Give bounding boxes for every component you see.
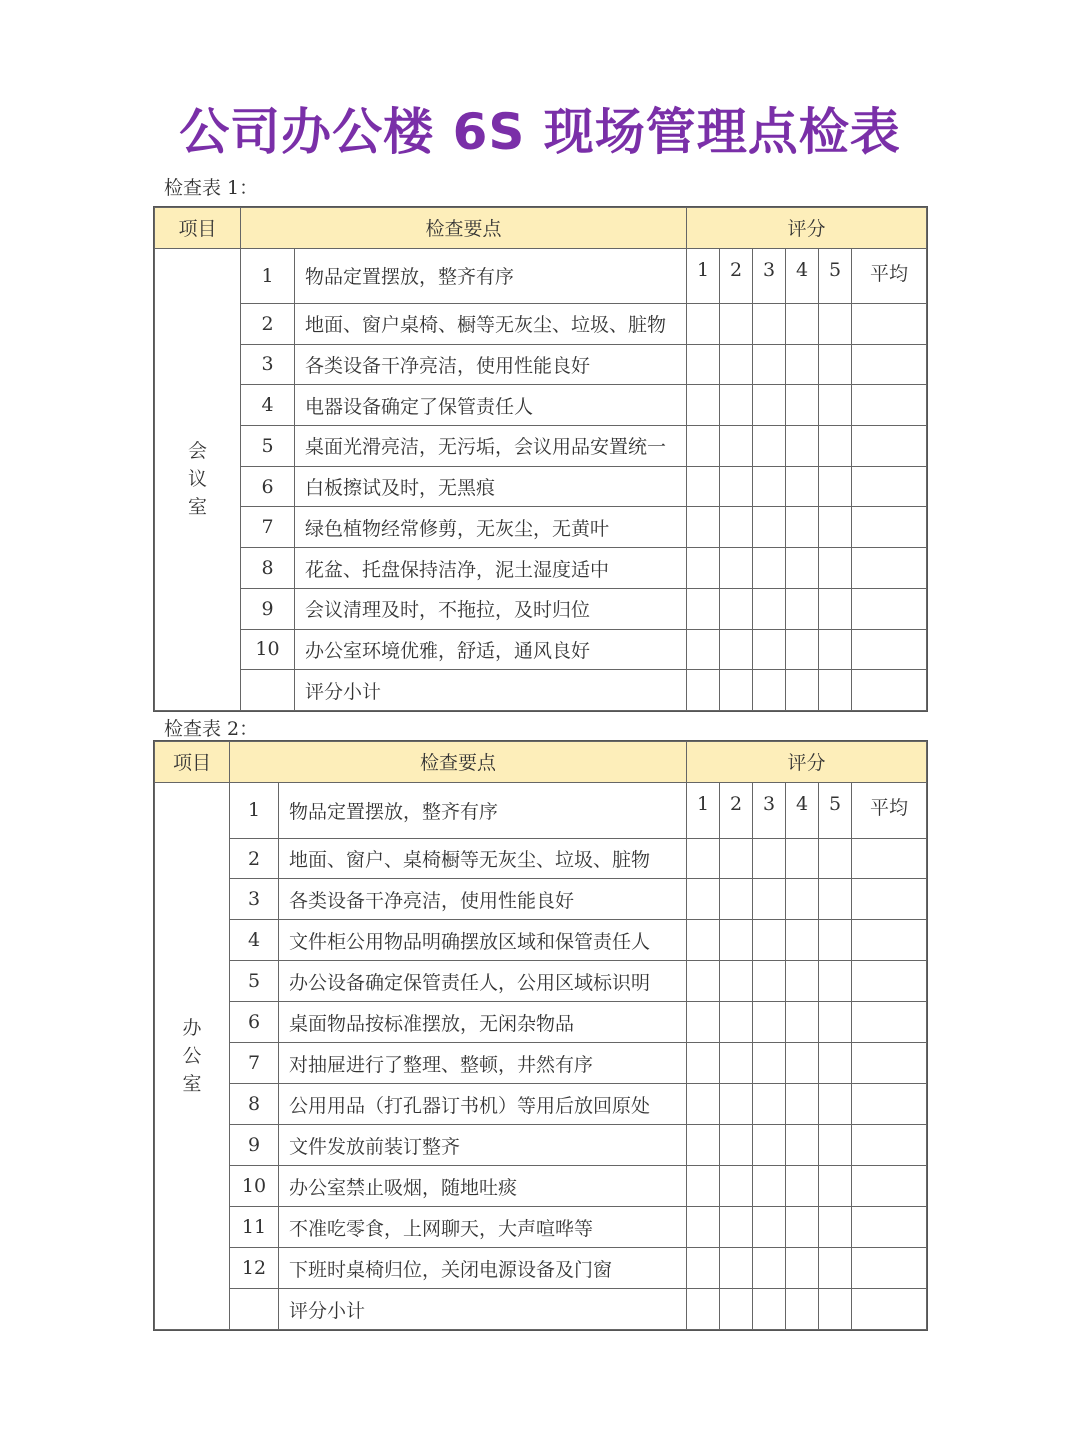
row-number: 10 bbox=[230, 1166, 279, 1207]
score-cell[interactable] bbox=[786, 1043, 819, 1084]
score-cell[interactable] bbox=[786, 344, 819, 385]
score-cell[interactable] bbox=[819, 303, 852, 344]
check-point-text: 电器设备确定了保管责任人 bbox=[295, 385, 687, 426]
score-cell[interactable] bbox=[852, 344, 927, 385]
score-col-label: 2 bbox=[720, 248, 753, 303]
score-col-label: 3 bbox=[753, 782, 786, 838]
score-cell[interactable] bbox=[720, 507, 753, 548]
table-row bbox=[155, 1002, 927, 1043]
score-cell[interactable] bbox=[720, 1125, 753, 1166]
score-cell[interactable] bbox=[786, 1002, 819, 1043]
score-cell[interactable] bbox=[819, 548, 852, 589]
row-number: 6 bbox=[230, 1002, 279, 1043]
score-cell[interactable] bbox=[753, 1248, 786, 1289]
score-cell[interactable] bbox=[786, 1084, 819, 1125]
score-cell[interactable] bbox=[753, 1084, 786, 1125]
score-cell[interactable] bbox=[819, 629, 852, 670]
check-point-text: 地面、窗户桌椅、橱等无灰尘、垃圾、脏物 bbox=[295, 303, 687, 344]
score-cell[interactable] bbox=[852, 1289, 927, 1330]
score-cell[interactable] bbox=[852, 385, 927, 426]
score-cell[interactable] bbox=[852, 1207, 927, 1248]
header-row bbox=[155, 208, 927, 249]
score-cell[interactable] bbox=[819, 466, 852, 507]
score-cell[interactable] bbox=[819, 1207, 852, 1248]
score-cell[interactable] bbox=[720, 1002, 753, 1043]
table-row bbox=[155, 629, 927, 670]
score-cell[interactable] bbox=[852, 548, 927, 589]
score-col-label: 4 bbox=[786, 782, 819, 838]
score-cell[interactable] bbox=[819, 344, 852, 385]
check-point-text: 物品定置摆放，整齐有序 bbox=[279, 782, 687, 838]
check-point-text: 办公设备确定保管责任人，公用区域标识明 bbox=[279, 961, 687, 1002]
score-cell[interactable] bbox=[786, 920, 819, 961]
header-points: 检查要点 bbox=[241, 208, 687, 249]
score-cell[interactable] bbox=[786, 466, 819, 507]
row-number: 5 bbox=[241, 426, 295, 467]
score-cell[interactable] bbox=[687, 629, 720, 670]
score-cell[interactable] bbox=[852, 1166, 927, 1207]
score-cell[interactable] bbox=[687, 1248, 720, 1289]
score-cell[interactable] bbox=[852, 1002, 927, 1043]
table-row bbox=[155, 466, 927, 507]
score-cell[interactable] bbox=[720, 879, 753, 920]
score-col-label: 3 bbox=[753, 248, 786, 303]
score-cell[interactable] bbox=[720, 385, 753, 426]
score-cell[interactable] bbox=[753, 507, 786, 548]
check-point-text: 白板擦试及时，无黑痕 bbox=[295, 466, 687, 507]
score-cell[interactable] bbox=[753, 670, 786, 711]
score-col-label: 2 bbox=[720, 782, 753, 838]
score-cell[interactable] bbox=[687, 920, 720, 961]
score-cell[interactable] bbox=[786, 426, 819, 467]
row-number: 2 bbox=[230, 838, 279, 879]
score-cell[interactable] bbox=[720, 548, 753, 589]
score-cell[interactable] bbox=[819, 1166, 852, 1207]
check-point-text: 下班时桌椅归位，关闭电源设备及门窗 bbox=[279, 1248, 687, 1289]
score-cell[interactable] bbox=[720, 838, 753, 879]
score-cell[interactable] bbox=[687, 385, 720, 426]
score-cell[interactable] bbox=[687, 1084, 720, 1125]
table-row bbox=[155, 344, 927, 385]
score-cell[interactable] bbox=[720, 1289, 753, 1330]
area-text: 办公室 bbox=[182, 1016, 202, 1095]
table-row bbox=[155, 961, 927, 1002]
table-row bbox=[155, 248, 927, 303]
table-row bbox=[155, 426, 927, 467]
score-col-label: 1 bbox=[687, 248, 720, 303]
table-row bbox=[155, 879, 927, 920]
header-item: 项目 bbox=[155, 742, 230, 783]
score-cell[interactable] bbox=[786, 303, 819, 344]
score-cell[interactable] bbox=[786, 548, 819, 589]
row-number: 4 bbox=[230, 920, 279, 961]
check-point-text: 公用用品（打孔器订书机）等用后放回原处 bbox=[279, 1084, 687, 1125]
table-row bbox=[155, 838, 927, 879]
row-number: 6 bbox=[241, 466, 295, 507]
score-cell[interactable] bbox=[852, 920, 927, 961]
row-number: 8 bbox=[230, 1084, 279, 1125]
table-row bbox=[155, 1207, 927, 1248]
score-cell[interactable] bbox=[852, 426, 927, 467]
score-cell[interactable] bbox=[819, 385, 852, 426]
row-number bbox=[230, 1289, 279, 1330]
score-cell[interactable] bbox=[720, 426, 753, 467]
score-cell[interactable] bbox=[819, 1002, 852, 1043]
score-cell[interactable] bbox=[687, 1125, 720, 1166]
score-col-label: 5 bbox=[819, 248, 852, 303]
score-cell[interactable] bbox=[852, 961, 927, 1002]
table-row bbox=[155, 303, 927, 344]
check-point-text: 会议清理及时，不拖拉，及时归位 bbox=[295, 588, 687, 629]
row-number: 9 bbox=[241, 588, 295, 629]
check-point-text: 物品定置摆放，整齐有序 bbox=[295, 248, 687, 303]
score-cell[interactable] bbox=[720, 670, 753, 711]
table-row bbox=[155, 782, 927, 838]
score-cell[interactable] bbox=[687, 961, 720, 1002]
score-cell[interactable] bbox=[720, 466, 753, 507]
table-row bbox=[155, 670, 927, 711]
score-cell[interactable] bbox=[753, 838, 786, 879]
header-item: 项目 bbox=[155, 208, 241, 249]
score-cell[interactable] bbox=[720, 1043, 753, 1084]
score-cell[interactable] bbox=[687, 588, 720, 629]
score-cell[interactable] bbox=[687, 838, 720, 879]
check-point-text: 地面、窗户、桌椅橱等无灰尘、垃圾、脏物 bbox=[279, 838, 687, 879]
score-cell[interactable] bbox=[687, 507, 720, 548]
table-row bbox=[155, 1043, 927, 1084]
row-number: 10 bbox=[241, 629, 295, 670]
score-col-label: 5 bbox=[819, 782, 852, 838]
score-cell[interactable] bbox=[687, 1166, 720, 1207]
score-cell[interactable] bbox=[753, 961, 786, 1002]
score-cell[interactable] bbox=[819, 588, 852, 629]
header-row bbox=[155, 742, 927, 783]
score-cell[interactable] bbox=[687, 1002, 720, 1043]
score-cell[interactable] bbox=[687, 303, 720, 344]
score-cell[interactable] bbox=[753, 344, 786, 385]
score-col-label: 平均 bbox=[852, 782, 927, 838]
checklist-table-2 bbox=[153, 740, 928, 1331]
row-number: 9 bbox=[230, 1125, 279, 1166]
score-cell[interactable] bbox=[687, 879, 720, 920]
score-cell[interactable] bbox=[720, 303, 753, 344]
score-cell[interactable] bbox=[786, 1289, 819, 1330]
check-point-text: 办公室禁止吸烟，随地吐痰 bbox=[279, 1166, 687, 1207]
score-cell[interactable] bbox=[786, 670, 819, 711]
score-cell[interactable] bbox=[786, 507, 819, 548]
row-number: 12 bbox=[230, 1248, 279, 1289]
table-row bbox=[155, 1125, 927, 1166]
score-cell[interactable] bbox=[753, 303, 786, 344]
row-number: 3 bbox=[230, 879, 279, 920]
score-col-label: 平均 bbox=[852, 248, 927, 303]
area-label bbox=[155, 782, 230, 1329]
area-label bbox=[155, 248, 241, 710]
score-cell[interactable] bbox=[819, 1043, 852, 1084]
score-cell[interactable] bbox=[753, 385, 786, 426]
row-number: 1 bbox=[230, 782, 279, 838]
row-number: 1 bbox=[241, 248, 295, 303]
check-point-text: 各类设备干净亮洁，使用性能良好 bbox=[279, 879, 687, 920]
check-point-text: 桌面光滑亮洁，无污垢，会议用品安置统一 bbox=[295, 426, 687, 467]
score-cell[interactable] bbox=[819, 1248, 852, 1289]
check-point-text: 文件发放前装订整齐 bbox=[279, 1125, 687, 1166]
score-cell[interactable] bbox=[753, 466, 786, 507]
table-row bbox=[155, 588, 927, 629]
score-cell[interactable] bbox=[852, 466, 927, 507]
score-cell[interactable] bbox=[852, 1084, 927, 1125]
row-number: 7 bbox=[230, 1043, 279, 1084]
score-cell[interactable] bbox=[687, 670, 720, 711]
score-cell[interactable] bbox=[819, 426, 852, 467]
score-col-label: 4 bbox=[786, 248, 819, 303]
score-cell[interactable] bbox=[819, 1125, 852, 1166]
score-cell[interactable] bbox=[852, 1043, 927, 1084]
checklist-table-1 bbox=[153, 206, 928, 712]
check-point-text: 评分小计 bbox=[295, 670, 687, 711]
score-cell[interactable] bbox=[786, 588, 819, 629]
score-cell[interactable] bbox=[687, 1289, 720, 1330]
score-cell[interactable] bbox=[753, 629, 786, 670]
header-score: 评分 bbox=[687, 208, 927, 249]
check-point-text: 桌面物品按标准摆放，无闲杂物品 bbox=[279, 1002, 687, 1043]
score-cell[interactable] bbox=[753, 1166, 786, 1207]
score-cell[interactable] bbox=[852, 303, 927, 344]
check-point-text: 绿色植物经常修剪，无灰尘，无黄叶 bbox=[295, 507, 687, 548]
score-cell[interactable] bbox=[687, 466, 720, 507]
score-cell[interactable] bbox=[720, 1248, 753, 1289]
score-cell[interactable] bbox=[687, 344, 720, 385]
table-row bbox=[155, 1289, 927, 1330]
header-points: 检查要点 bbox=[230, 742, 687, 783]
check-point-text: 花盆、托盘保持洁净，泥土湿度适中 bbox=[295, 548, 687, 589]
score-cell[interactable] bbox=[786, 961, 819, 1002]
table-row bbox=[155, 507, 927, 548]
score-cell[interactable] bbox=[786, 629, 819, 670]
score-cell[interactable] bbox=[819, 670, 852, 711]
score-cell[interactable] bbox=[819, 1084, 852, 1125]
sheet-2-caption: 检查表 2： bbox=[164, 718, 259, 740]
score-cell[interactable] bbox=[753, 1125, 786, 1166]
score-cell[interactable] bbox=[852, 670, 927, 711]
score-cell[interactable] bbox=[720, 1084, 753, 1125]
score-cell[interactable] bbox=[786, 879, 819, 920]
score-cell[interactable] bbox=[753, 548, 786, 589]
score-cell[interactable] bbox=[753, 588, 786, 629]
score-cell[interactable] bbox=[852, 838, 927, 879]
check-point-text: 评分小计 bbox=[279, 1289, 687, 1330]
score-cell[interactable] bbox=[753, 1207, 786, 1248]
check-point-text: 对抽屉进行了整理、整顿，井然有序 bbox=[279, 1043, 687, 1084]
row-number: 8 bbox=[241, 548, 295, 589]
score-cell[interactable] bbox=[687, 548, 720, 589]
score-cell[interactable] bbox=[687, 1043, 720, 1084]
score-cell[interactable] bbox=[753, 1043, 786, 1084]
area-text: 会议室 bbox=[188, 440, 208, 519]
score-cell[interactable] bbox=[852, 507, 927, 548]
table-row bbox=[155, 548, 927, 589]
score-cell[interactable] bbox=[852, 588, 927, 629]
score-cell[interactable] bbox=[819, 838, 852, 879]
score-col-label: 1 bbox=[687, 782, 720, 838]
score-cell[interactable] bbox=[753, 920, 786, 961]
score-cell[interactable] bbox=[819, 507, 852, 548]
score-cell[interactable] bbox=[852, 879, 927, 920]
score-cell[interactable] bbox=[819, 879, 852, 920]
table-row bbox=[155, 920, 927, 961]
row-number bbox=[241, 670, 295, 711]
score-cell[interactable] bbox=[786, 385, 819, 426]
check-point-text: 各类设备干净亮洁，使用性能良好 bbox=[295, 344, 687, 385]
score-cell[interactable] bbox=[819, 1289, 852, 1330]
row-number: 7 bbox=[241, 507, 295, 548]
score-cell[interactable] bbox=[786, 1166, 819, 1207]
score-cell[interactable] bbox=[720, 920, 753, 961]
header-score: 评分 bbox=[687, 742, 927, 783]
score-cell[interactable] bbox=[687, 426, 720, 467]
check-point-text: 办公室环境优雅，舒适，通风良好 bbox=[295, 629, 687, 670]
check-point-text: 不准吃零食，上网聊天，大声喧哗等 bbox=[279, 1207, 687, 1248]
score-cell[interactable] bbox=[753, 879, 786, 920]
score-cell[interactable] bbox=[720, 1166, 753, 1207]
score-cell[interactable] bbox=[720, 588, 753, 629]
score-cell[interactable] bbox=[852, 629, 927, 670]
score-cell[interactable] bbox=[753, 426, 786, 467]
score-cell[interactable] bbox=[819, 920, 852, 961]
score-cell[interactable] bbox=[687, 1207, 720, 1248]
score-cell[interactable] bbox=[786, 1125, 819, 1166]
row-number: 3 bbox=[241, 344, 295, 385]
score-cell[interactable] bbox=[786, 1207, 819, 1248]
score-cell[interactable] bbox=[786, 838, 819, 879]
score-cell[interactable] bbox=[786, 1248, 819, 1289]
score-cell[interactable] bbox=[720, 961, 753, 1002]
score-cell[interactable] bbox=[852, 1125, 927, 1166]
row-number: 4 bbox=[241, 385, 295, 426]
score-cell[interactable] bbox=[720, 629, 753, 670]
page-title: 公司办公楼 6S 现场管理点检表 bbox=[179, 103, 901, 161]
table-row bbox=[155, 385, 927, 426]
score-cell[interactable] bbox=[819, 961, 852, 1002]
score-cell[interactable] bbox=[852, 1248, 927, 1289]
score-cell[interactable] bbox=[753, 1002, 786, 1043]
sheet-1-caption: 检查表 1： bbox=[164, 177, 259, 199]
score-cell[interactable] bbox=[753, 1289, 786, 1330]
score-cell[interactable] bbox=[720, 1207, 753, 1248]
row-number: 2 bbox=[241, 303, 295, 344]
table-row bbox=[155, 1248, 927, 1289]
table-row bbox=[155, 1166, 927, 1207]
check-point-text: 文件柜公用物品明确摆放区域和保管责任人 bbox=[279, 920, 687, 961]
table-row bbox=[155, 1084, 927, 1125]
row-number: 11 bbox=[230, 1207, 279, 1248]
row-number: 5 bbox=[230, 961, 279, 1002]
score-cell[interactable] bbox=[720, 344, 753, 385]
